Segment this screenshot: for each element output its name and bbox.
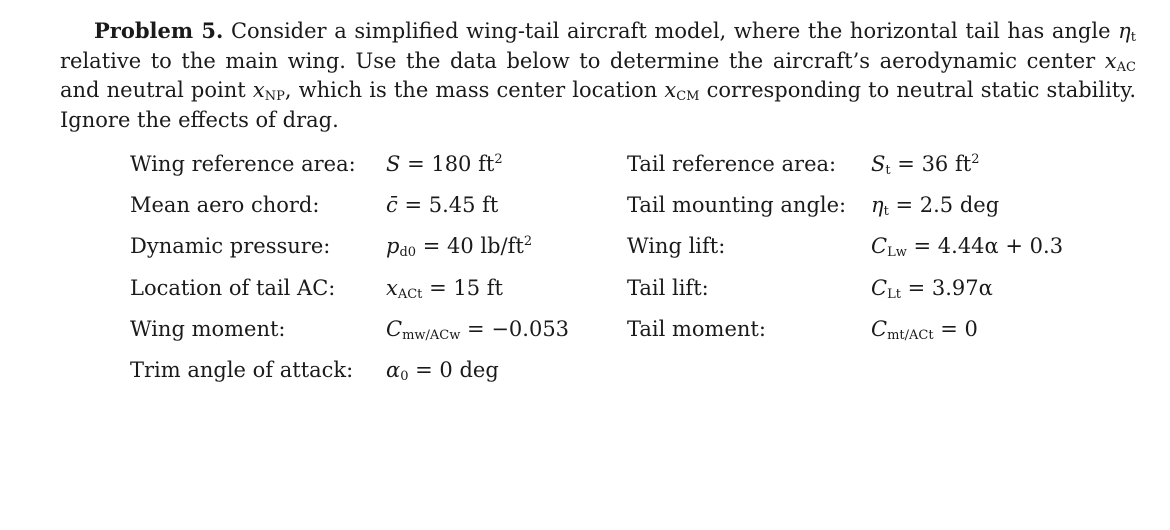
- eta-subscript: t: [1130, 30, 1136, 45]
- label-tail-lift: Tail lift:: [627, 275, 709, 300]
- label-tail-reference-area: Tail reference area:: [627, 152, 837, 176]
- label-tail-moment: Tail moment:: [627, 316, 766, 341]
- label-mean-aero-chord: Mean aero chord:: [130, 193, 320, 218]
- problem-label: Problem 5.: [94, 18, 224, 43]
- value-location-of-tail-ac: $x_{ACt} = 15$ ft: [386, 275, 503, 302]
- value-mean-aero-chord: c̄ = 5.45 ft: [386, 193, 499, 218]
- xcm-subscript: CM: [676, 89, 700, 104]
- label-tail-mounting-angle: Tail mounting angle:: [627, 193, 847, 218]
- value-trim-angle-of-attack: $\alpha_0 = 0$ deg: [386, 357, 499, 384]
- problem-text-2: relative to the main wing. Use the data below to determine the aircraft’s aerodynamic center: [60, 48, 1096, 73]
- problem-statement: [60, 16, 1136, 135]
- value-tail-lift: $C_{Lt} = 3.97\alpha$: [871, 275, 993, 302]
- problem-text-1: Consider a simplified wing-tail aircraft model, where the horizontal tail has angle: [230, 19, 1111, 43]
- xnp-symbol: x: [252, 78, 265, 102]
- value-wing-moment: $C_{mw/ACw} = -0.053$: [386, 316, 570, 343]
- value-wing-lift: $C_{Lw} = 4.44\alpha + 0.3$: [871, 234, 1064, 261]
- xnp-subscript: NP: [264, 89, 285, 104]
- label-wing-lift: Wing lift:: [627, 234, 726, 259]
- problem-text-4: , which is the mass center location: [284, 78, 658, 102]
- eta-symbol: η: [1118, 19, 1131, 43]
- value-tail-mounting-angle: $\eta_t = 2.5$ deg: [871, 193, 1000, 220]
- xcm-symbol: x: [664, 78, 677, 102]
- xac-subscript: AC: [1116, 59, 1136, 75]
- label-trim-angle-of-attack: Trim angle of attack:: [130, 357, 354, 382]
- value-tail-reference-area: $S_t = 36$ $ft^2$: [871, 152, 980, 178]
- value-wing-reference-area: S = 180 $ft^2$: [386, 152, 503, 176]
- label-wing-reference-area: Wing reference area:: [130, 152, 356, 176]
- xac-symbol: x: [1104, 48, 1117, 73]
- label-dynamic-pressure: Dynamic pressure:: [130, 234, 331, 259]
- problem-text-3: and neutral point: [60, 78, 246, 102]
- label-wing-moment: Wing moment:: [130, 316, 286, 341]
- value-tail-moment: $C_{mt/ACt} = 0$: [871, 316, 978, 343]
- value-dynamic-pressure: $p_{d0} = 40$ $lb/ft^2$: [386, 234, 533, 261]
- problem-text-5: corresponding to neutral static stability. Ignore the effects of drag.: [60, 78, 1136, 132]
- label-location-of-tail-ac: Location of tail AC:: [130, 275, 336, 300]
